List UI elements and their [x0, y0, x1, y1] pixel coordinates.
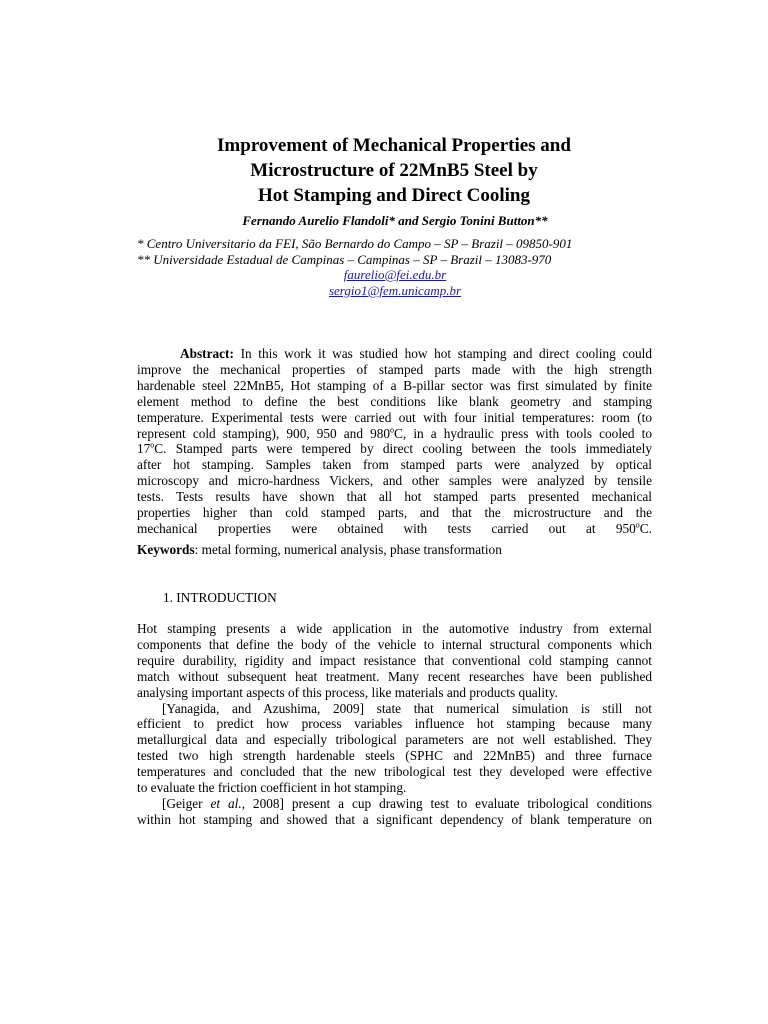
paper-title: [100, 133, 688, 208]
keywords-label: Keywords: [137, 542, 195, 557]
abstract-line: tests. Tests results have shown that all hot stamped parts presented mechanical: [137, 489, 652, 505]
abstract-line: temperature. Experimental tests were carried out with four initial temperatures: room (to: [137, 409, 652, 425]
section-heading: 1. INTRODUCTION: [163, 590, 277, 605]
introduction-text: [137, 621, 652, 828]
title-line: Hot Stamping and Direct Cooling: [257, 185, 530, 206]
title-line: Improvement of Mechanical Properties and: [217, 135, 571, 156]
affiliation-2: ** Universidade Estadual de Campinas – Campinas – SP – Brazil – 13083-970: [137, 252, 552, 267]
abstract-line: represent cold stamping), 900, 950 and 980$^o$C, in a hydraulic press with tools cooled to: [137, 425, 653, 441]
intro-line: require durability, rigidity and impact resistance that conventional cold stamping cannot: [137, 652, 652, 668]
abstract-line: after hot stamping. Samples taken from stamped parts were analyzed by optical: [137, 457, 652, 473]
intro-line: to evaluate the friction coefficient in hot stamping.: [137, 780, 407, 796]
intro-line: temperatures and concluded that the new tribological test they developed were effective: [137, 764, 652, 780]
abstract-line: microscopy and micro-hardness Vickers, and other samples were analyzed by tensile: [137, 473, 652, 489]
abstract-line: mechanical properties were obtained with tests carried out at 950$^o$C.: [137, 520, 652, 536]
intro-line: tested two high strength hardenable steels (SPHC and 22MnB5) and three furnace: [137, 748, 652, 764]
email-link-1[interactable]: faurelio@fei.edu.br: [343, 267, 447, 282]
intro-line: [Yanagida, and Azushima, 2009] state that numerical simulation is still not: [162, 700, 652, 716]
abstract: [137, 346, 652, 537]
keywords: [137, 542, 652, 558]
abstract-line: 17$^o$C. Stamped parts were tempered by direct cooling between the tools immediately: [137, 441, 652, 457]
abstract-line: element method to define the best conditions like blank geometry and stamping: [137, 393, 652, 409]
authors: Fernando Aurelio Flandoli* and Sergio Tonini Button**: [242, 213, 548, 228]
intro-line: match without subsequent heat treatment. Many recent researches have been published: [137, 668, 652, 684]
intro-line: metallurgical data and especially tribological parameters are not well established. They: [137, 732, 652, 748]
intro-line: analysing important aspects of this process, like materials and products quality.: [137, 684, 558, 700]
keywords-text: : metal forming, numerical analysis, phase transformation: [194, 542, 502, 557]
abstract-line: properties higher than cold stamped parts, and that the microstructure and the: [137, 505, 652, 521]
intro-line: [Geiger et al., 2008] present a cup drawing test to evaluate tribological conditions: [162, 795, 652, 811]
abstract-label: Abstract:: [180, 346, 234, 361]
intro-line: efficient to predict how process variables influence hot stamping because many: [137, 716, 652, 732]
abstract-line: hardenable steel 22MnB5, Hot stamping of a B-pillar sector was first simulated by finite: [137, 377, 652, 393]
abstract-line: Abstract: In this work it was studied how hot stamping and direct cooling could: [180, 346, 652, 361]
title-line: Microstructure of 22MnB5 Steel by: [250, 160, 538, 181]
intro-line: Hot stamping presents a wide application in the automotive industry from external: [137, 621, 652, 636]
email-link-2[interactable]: sergio1@fem.unicamp.br: [328, 283, 462, 298]
intro-line: components that define the body of the vehicle to internal structural components which: [137, 636, 652, 652]
intro-line: within hot stamping and showed that a significant dependency of blank temperature on: [137, 811, 652, 827]
abstract-line: improve the mechanical properties of stamped parts made with the high strength: [137, 361, 652, 377]
affiliation-1: * Centro Universitario da FEI, São Bernardo do Campo – SP – Brazil – 09850-901: [137, 236, 573, 251]
